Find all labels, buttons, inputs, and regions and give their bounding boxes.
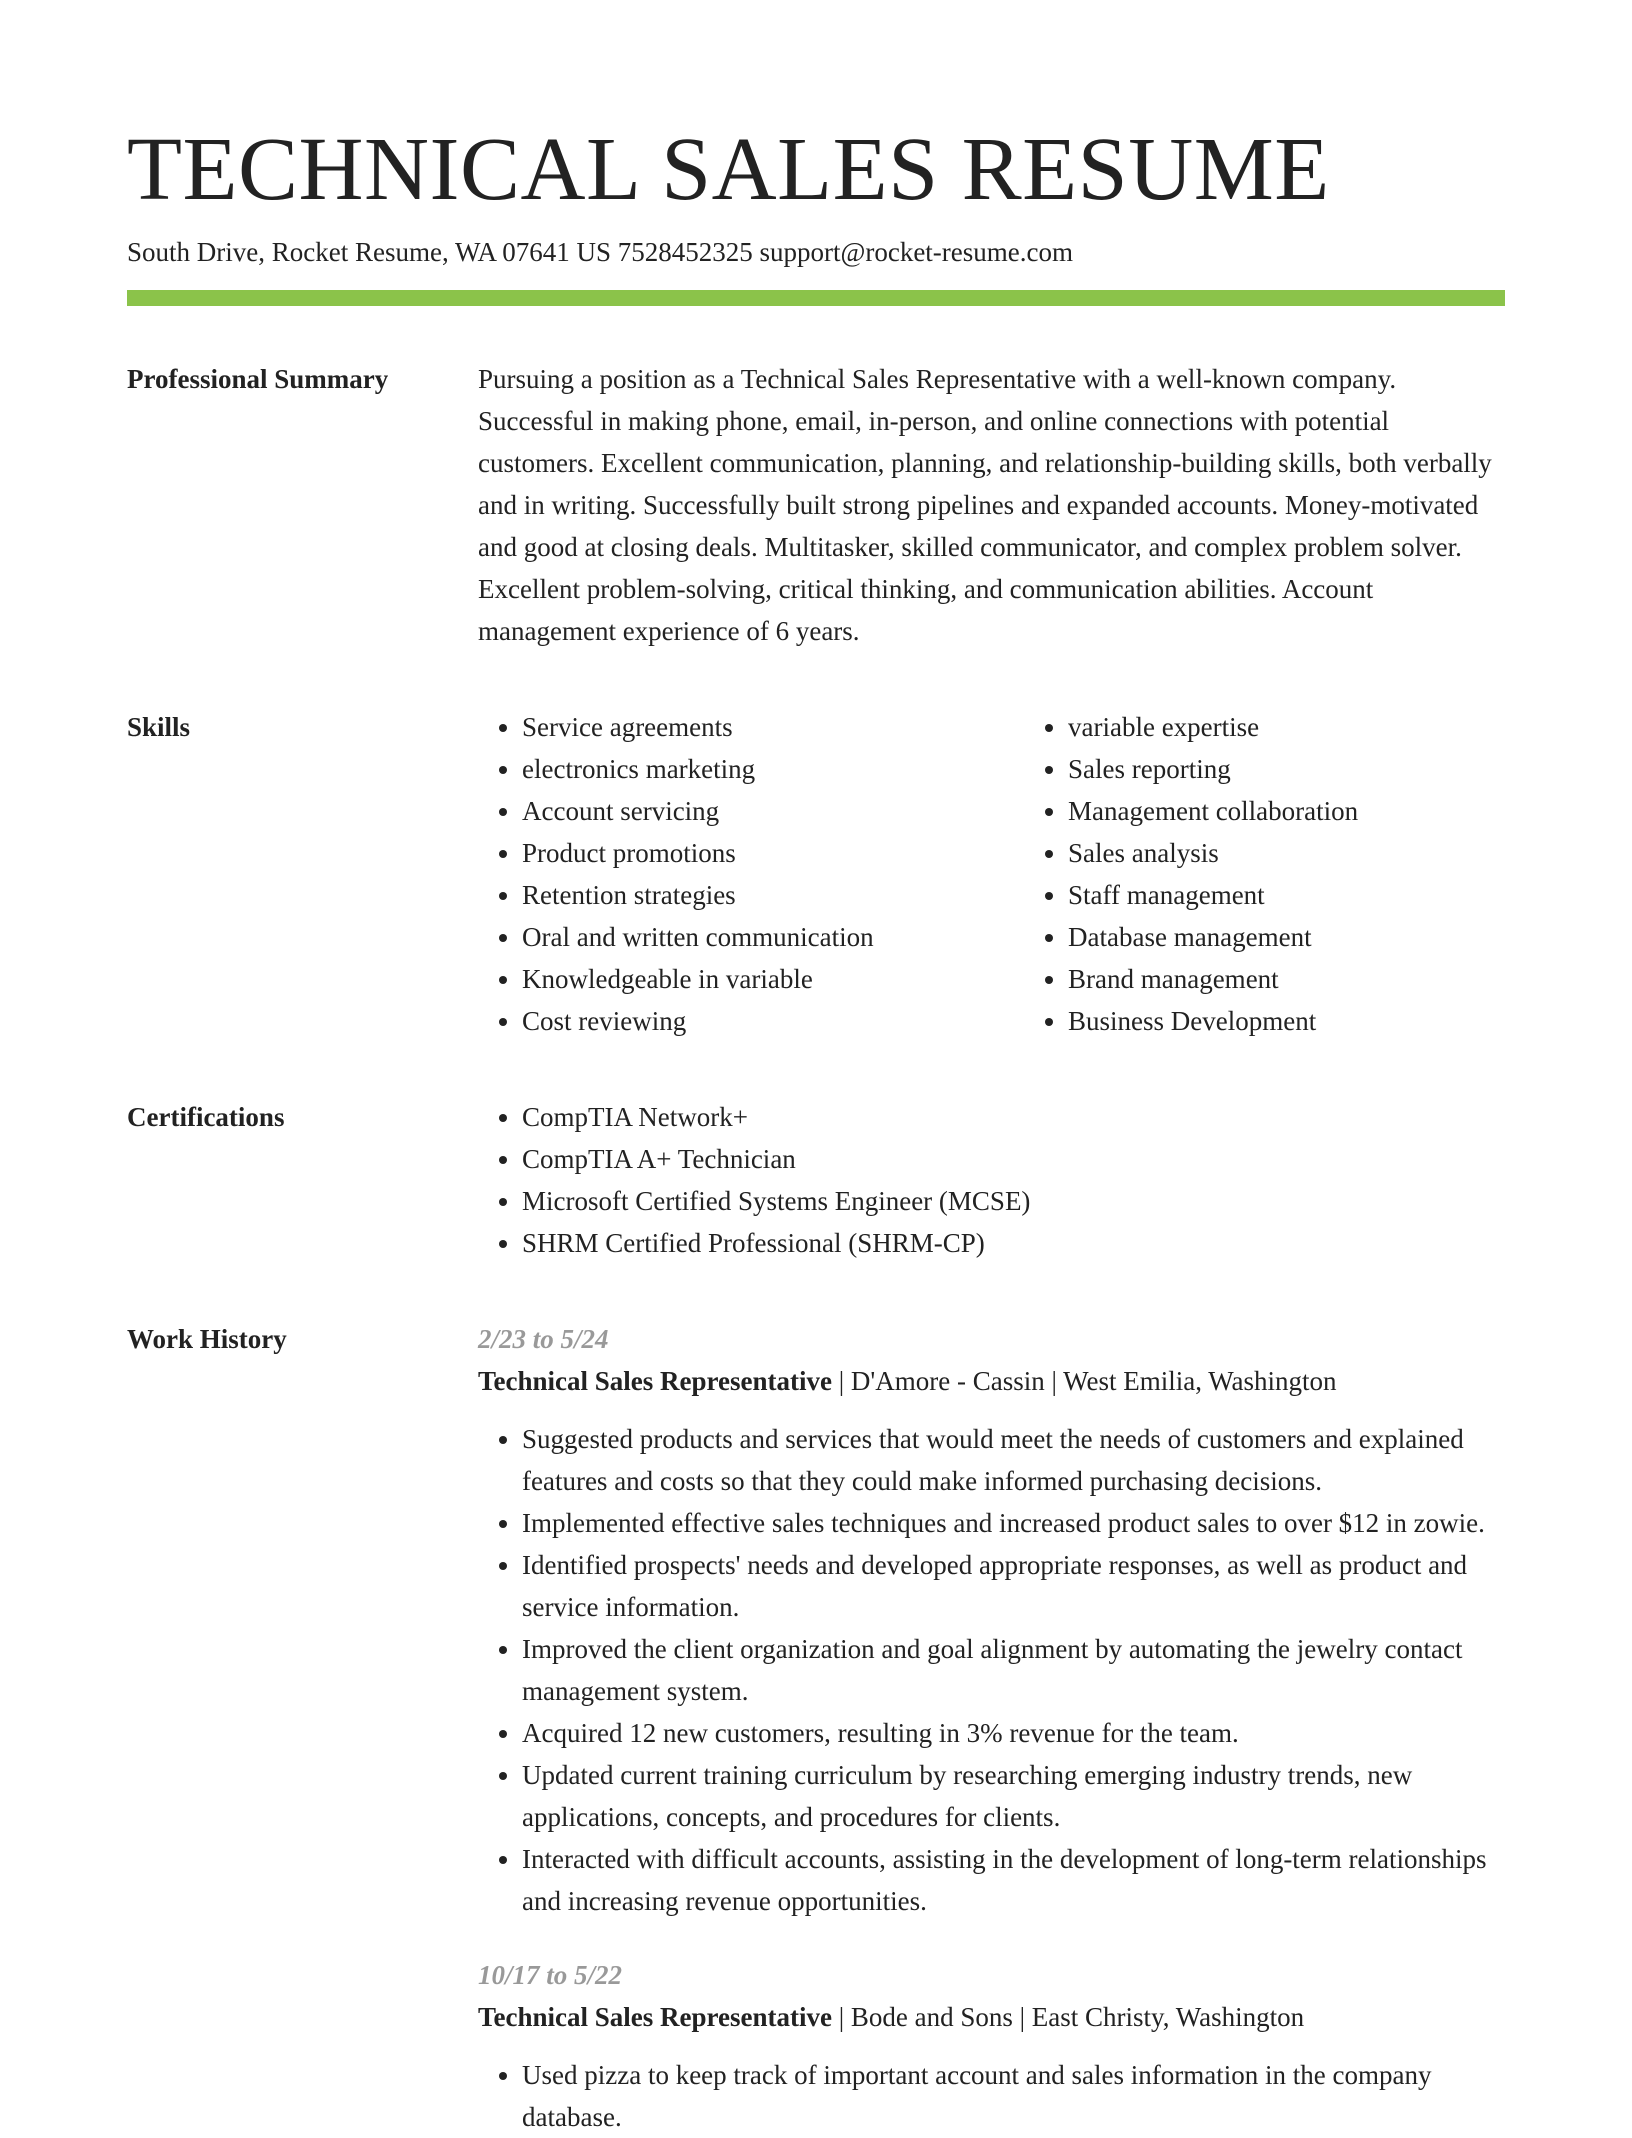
skill-item: • Staff management — [1068, 874, 1570, 916]
skill-item: • Cost reviewing — [522, 1000, 1024, 1042]
skills-label: Skills — [127, 712, 191, 742]
skill-item: • Oral and written communication — [522, 916, 1024, 958]
skill-item: • Sales reporting — [1068, 748, 1570, 790]
certification-item: • SHRM Certified Professional (SHRM-CP) — [522, 1222, 1505, 1264]
summary-body — [478, 358, 1505, 652]
job-heading — [478, 1360, 1505, 1402]
resume-title: TECHNICAL SALES RESUME — [127, 120, 1330, 219]
header-accent-bar — [127, 290, 1505, 306]
skill-item: • Knowledgeable in variable — [522, 958, 1024, 1000]
work-history-section — [127, 1318, 1505, 2138]
skills-columns — [478, 706, 1570, 1042]
certifications-label: Certifications — [127, 1102, 285, 1132]
skill-item: • variable expertise — [1068, 706, 1570, 748]
job-title: Technical Sales Representative — [478, 1366, 832, 1396]
skill-item: • Brand management — [1068, 958, 1570, 1000]
job-date: 10/17 to 5/22 — [478, 1960, 623, 1990]
skills-section — [127, 706, 1505, 1042]
skills-right-list — [1024, 706, 1570, 1042]
job-bullet: • Used pizza to keep track of important account and sales information in the company database. — [522, 2054, 1505, 2138]
job-bullets — [478, 1418, 1505, 1922]
job-date: 2/23 to 5/24 — [478, 1324, 609, 1354]
certifications-list — [478, 1096, 1505, 1264]
skill-item: • Retention strategies — [522, 874, 1024, 916]
summary-section — [127, 358, 1505, 652]
skill-item: • Management collaboration — [1068, 790, 1570, 832]
job-bullet: • Implemented effective sales techniques and increased product sales to over $12 in zowie. — [522, 1502, 1505, 1544]
certification-item: • CompTIA Network+ — [522, 1096, 1505, 1138]
job-details: | D'Amore - Cassin | West Emilia, Washington — [831, 1366, 1337, 1396]
skill-item: • Database management — [1068, 916, 1570, 958]
job-entry — [478, 1318, 1505, 1922]
certification-item: • Microsoft Certified Systems Engineer (MCSE) — [522, 1180, 1505, 1222]
job-bullet: • Updated current training curriculum by researching emerging industry trends, new applications, concepts, and procedures for clients. — [522, 1754, 1505, 1838]
skill-item: • Sales analysis — [1068, 832, 1570, 874]
work-history-body — [478, 1318, 1505, 2138]
summary-label: Professional Summary — [127, 364, 389, 394]
skill-item: • electronics marketing — [522, 748, 1024, 790]
job-bullet: • Improved the client organization and goal alignment by automating the jewelry contact management system. — [522, 1628, 1505, 1712]
job-details: | Bode and Sons | East Christy, Washington — [831, 2002, 1305, 2032]
work-history-label: Work History — [127, 1324, 287, 1354]
job-bullet: • Interacted with difficult accounts, assisting in the development of long-term relationships and increasing revenue opportunities. — [522, 1838, 1505, 1922]
certifications-section — [127, 1096, 1505, 1264]
job-heading — [478, 1996, 1505, 2038]
job-title: Technical Sales Representative — [478, 2002, 832, 2032]
skill-item: • Business Development — [1068, 1000, 1570, 1042]
job-bullet: • Acquired 12 new customers, resulting in 3% revenue for the team. — [522, 1712, 1505, 1754]
skill-item: • Product promotions — [522, 832, 1024, 874]
job-bullet: • Suggested products and services that would meet the needs of customers and explained features and costs so that they could make informed purchasing decisions. — [522, 1418, 1505, 1502]
skills-left-list — [478, 706, 1024, 1042]
job-entry — [478, 1954, 1505, 2138]
skill-item: • Service agreements — [522, 706, 1024, 748]
job-bullet: • Identified prospects' needs and developed appropriate responses, as well as product and service information. — [522, 1544, 1505, 1628]
skills-body — [478, 706, 1570, 1042]
certifications-body — [478, 1096, 1505, 1264]
certification-item: • CompTIA A+ Technician — [522, 1138, 1505, 1180]
skill-item: • Account servicing — [522, 790, 1024, 832]
summary-text: Pursuing a position as a Technical Sales Representative with a well-known company. Successful in making phone, email, in-person, and online connections with potential customers. Excellent communication, planning, and relationship-building skills, both verbally and in writing. Successfully built strong pipelines and expanded accounts. Money-motivated and good at closing deals. Multitasker, skilled communicator, and complex problem solver. Excellent problem-solving, critical thinking, and communication abilities. Account management experience of 6 years. — [478, 364, 1492, 646]
job-bullets — [478, 2054, 1505, 2138]
contact-line: South Drive, Rocket Resume, WA 07641 US 7528452325 support@rocket-resume.com — [127, 237, 1074, 267]
